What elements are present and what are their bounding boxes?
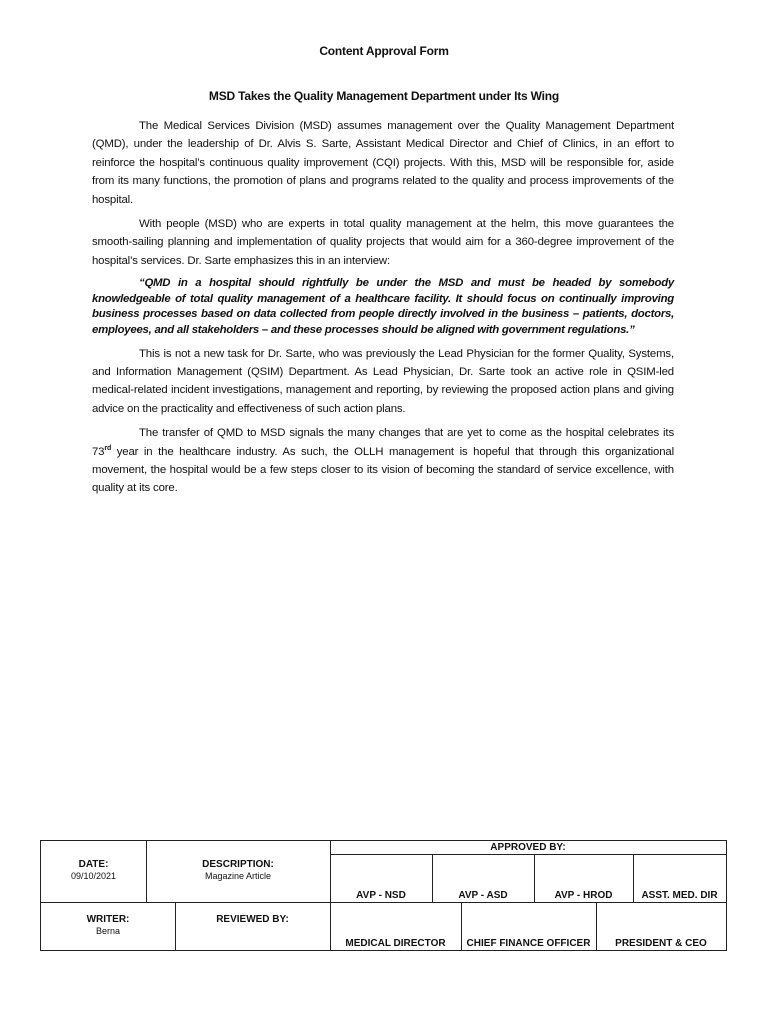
paragraph-3: This is not a new task for Dr. Sarte, who was previously the Lead Physician for the former Quality, Systems, and Information Management (QSIM) Department. As Lead Physician, Dr. Sarte took an active role in QSIM-led medical-related incident investigations, management and reporting, by reviewing the proposed action plans and giving advice on the practicality and effectiveness of such action plans. — [92, 347, 674, 415]
signature-avp-nsd: AVP - NSD — [356, 890, 406, 901]
paragraph-4 — [92, 424, 674, 498]
signature-avp-asd: AVP - ASD — [458, 890, 508, 901]
paragraph-4-start: The transfer of QMD to MSD signals the many changes that are yet to come as the hospital celebrates its 73 — [92, 427, 674, 458]
article-body — [92, 117, 674, 504]
description-label: DESCRIPTION: — [202, 859, 274, 870]
ordinal-suffix: rd — [104, 444, 112, 452]
signature-avp-hrod: AVP - HROD — [554, 890, 613, 901]
interview-quote: “QMD in a hospital should rightfully be under the MSD and must be headed by somebody knowledgeable of total quality management of a healthcare facility. It should focus on continually improving business processes based on data collected from people directly involved in the business – patients, doctors, employees, and all stakeholders – and these processes should be aligned with government regulations.” — [92, 277, 674, 337]
approval-table — [40, 840, 727, 951]
signature-chief-finance-officer: CHIEF FINANCE OFFICER — [466, 938, 591, 949]
signature-medical-director: MEDICAL DIRECTOR — [345, 938, 446, 949]
signature-president-ceo: PRESIDENT & CEO — [615, 938, 707, 949]
writer-label: WRITER: — [86, 914, 130, 925]
approved-by-label: APPROVED BY: — [490, 842, 566, 853]
signature-asst-med-dir: ASST. MED. DIR — [641, 890, 718, 901]
reviewed-by-label: REVIEWED BY: — [216, 914, 289, 925]
writer-value: Berna — [95, 926, 121, 936]
paragraph-4-end: year in the healthcare industry. As such, the OLLH management is hopeful that through this organizational movement, the hospital would be a few steps closer to its vision of becoming the standard of service excellence, with quality at its core. — [92, 445, 674, 495]
date-label: DATE: — [78, 859, 109, 870]
article-headline: MSD Takes the Quality Management Department under Its Wing — [208, 89, 560, 103]
paragraph-1: The Medical Services Division (MSD) assumes management over the Quality Management Department (QMD), under the leadership of Dr. Alvis S. Sarte, Assistant Medical Director and Chief of Clinics, in an effort to reinforce the hospital’s continuous quality improvement (CQI) projects. With this, MSD will be responsible for, aside from its many functions, the promotion of plans and programs related to the quality and process improvements of the hospital. — [92, 120, 674, 206]
description-value: Magazine Article — [204, 871, 272, 881]
paragraph-2: With people (MSD) who are experts in total quality management at the helm, this move guarantees the smooth-sailing planning and implementation of quality projects that would aim for a 360-degree improvement of the hospital’s services. Dr. Sarte emphasizes this in an interview: — [92, 218, 674, 267]
date-value: 09/10/2021 — [70, 871, 117, 881]
form-title: Content Approval Form — [319, 44, 449, 58]
